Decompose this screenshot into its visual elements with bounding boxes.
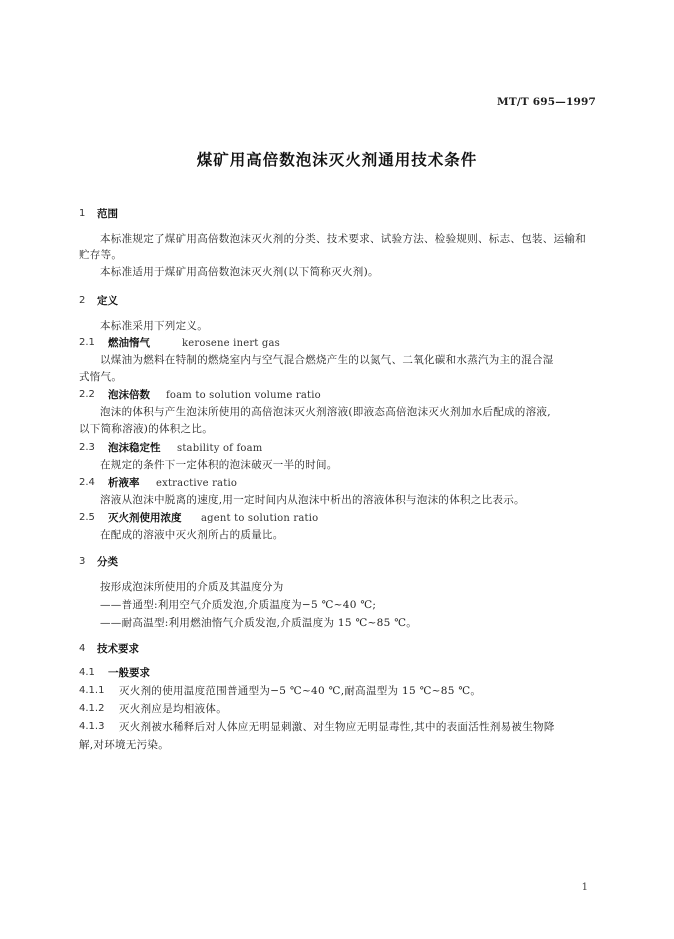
definition-2-5-english: agent to solution ratio <box>201 513 319 524</box>
clause-4-1-2-number: 4.1.2 <box>79 703 105 714</box>
definition-2-1-text-line-1: 以煤油为燃料在特制的燃烧室内与空气混合燃烧产生的以氮气、二氧化碳和水蒸汽为主的混合湿 <box>100 354 554 366</box>
definition-2-4-number: 2.4 <box>79 477 95 488</box>
clause-4-1-3-text-line-1: 灭火剂被水稀释后对人体应无明显刺激、对生物应无明显毒性,其中的表面活性剂易被生物降 <box>119 721 555 733</box>
definition-2-1-text-line-2: 式惰气。 <box>79 371 123 383</box>
definition-2-3-number: 2.3 <box>79 442 95 453</box>
clause-4-1-3-number: 4.1.3 <box>79 721 105 732</box>
definition-2-2-text-line-1: 泡沫的体积与产生泡沫所使用的高倍泡沫灭火剂溶液(即液态高倍泡沫灭火剂加水后配成的溶液, <box>100 406 551 418</box>
section-2-number: 2 <box>79 295 86 306</box>
section-4-title: 技术要求 <box>97 643 139 655</box>
section-3-intro: 按形成泡沫所使用的介质及其温度分为 <box>100 581 284 593</box>
section-3-title: 分类 <box>97 556 118 568</box>
definition-2-3-english: stability of foam <box>177 443 263 454</box>
definition-2-1-english: kerosene inert gas <box>182 338 280 349</box>
standard-number: MT/T 695—1997 <box>497 96 596 108</box>
section-3-number: 3 <box>79 556 86 567</box>
definition-2-5-number: 2.5 <box>79 512 95 523</box>
document-title: 煤矿用高倍数泡沫灭火剂通用技术条件 <box>196 151 478 169</box>
definition-2-4-english: extractive ratio <box>156 478 238 489</box>
section-1-title: 范围 <box>97 208 118 220</box>
definition-2-1-number: 2.1 <box>79 337 95 348</box>
definition-2-1-term: 燃油惰气 <box>108 337 150 349</box>
section-2-title: 定义 <box>97 295 118 307</box>
section-1-paragraph-2: 本标准适用于煤矿用高倍数泡沫灭火剂(以下简称灭火剂)。 <box>100 266 379 278</box>
subsection-4-1-number: 4.1 <box>79 667 95 678</box>
definition-2-4-text: 溶液从泡沫中脱离的速度,用一定时间内从泡沫中析出的溶液体积与泡沫的体积之比表示。 <box>100 494 525 506</box>
section-1-number: 1 <box>79 208 86 219</box>
definition-2-2-term: 泡沫倍数 <box>108 389 150 401</box>
definition-2-4-term: 析液率 <box>108 477 140 489</box>
definition-2-5-term: 灭火剂使用浓度 <box>108 512 182 524</box>
section-2-intro: 本标准采用下列定义。 <box>100 320 208 332</box>
section-4-number: 4 <box>79 643 86 654</box>
classification-item-normal: ——普通型:利用空气介质发泡,介质温度为−5 ℃~40 ℃; <box>100 599 377 611</box>
definition-2-5-text: 在配成的溶液中灭火剂所占的质量比。 <box>100 529 284 541</box>
clause-4-1-3-text-line-2: 解,对环境无污染。 <box>79 739 170 751</box>
section-1-paragraph-1-line-2: 贮存等。 <box>79 249 123 261</box>
definition-2-2-text-line-2: 以下简称溶液)的体积之比。 <box>79 423 213 435</box>
clause-4-1-2-text: 灭火剂应是均相液体。 <box>119 703 227 715</box>
definition-2-3-text: 在规定的条件下一定体积的泡沫破灭一半的时间。 <box>100 459 338 471</box>
page-number: 1 <box>581 882 588 893</box>
definition-2-3-term: 泡沫稳定性 <box>108 442 161 454</box>
clause-4-1-1-number: 4.1.1 <box>79 685 105 696</box>
definition-2-2-english: foam to solution volume ratio <box>166 390 321 401</box>
subsection-4-1-title: 一般要求 <box>108 667 150 679</box>
clause-4-1-1-text: 灭火剂的使用温度范围普通型为−5 ℃~40 ℃,耐高温型为 15 ℃~85 ℃。 <box>119 685 482 697</box>
definition-2-2-number: 2.2 <box>79 389 95 400</box>
section-1-paragraph-1-line-1: 本标准规定了煤矿用高倍数泡沫灭火剂的分类、技术要求、试验方法、检验规则、标志、包装、运输和 <box>100 233 586 245</box>
classification-item-high-temp: ——耐高温型:利用燃油惰气介质发泡,介质温度为 15 ℃~85 ℃。 <box>100 617 418 629</box>
